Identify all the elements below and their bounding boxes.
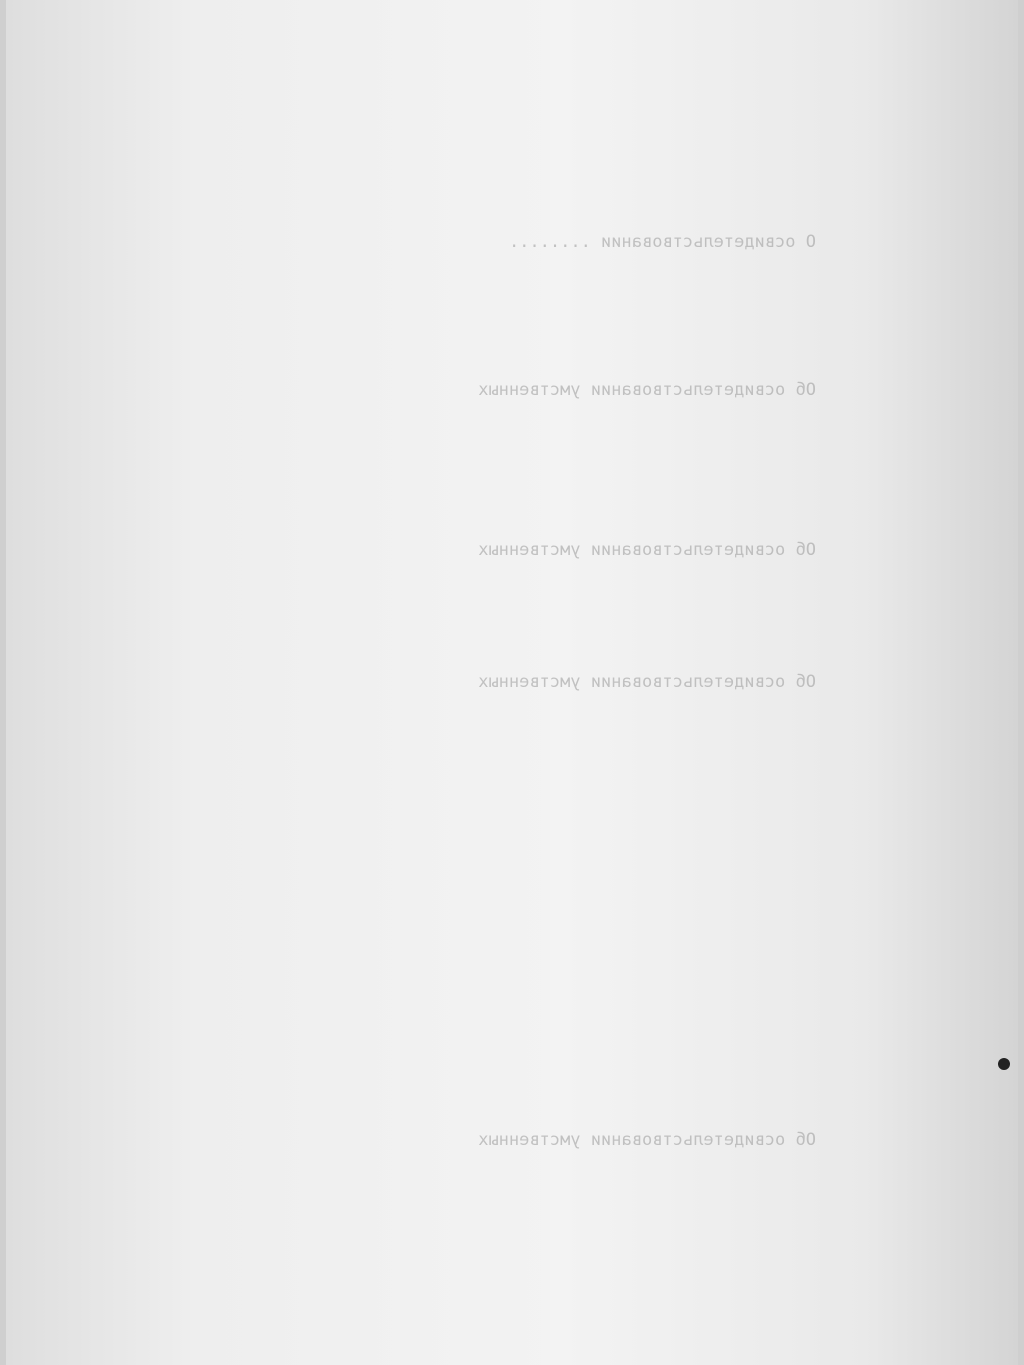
archive-inventory-page: [6, 0, 1018, 1365]
bleed-through-text: Об освидетельствовании умственных: [478, 1130, 816, 1150]
bleed-through-text: Об освидетельствовании умственных: [478, 380, 816, 400]
bleed-through-text: О освидетельствовании ........: [508, 232, 816, 252]
binder-hole: [998, 1058, 1010, 1070]
bleed-through-text: Об освидетельствовании умственных: [478, 672, 816, 692]
bleed-through-text: Об освидетельствовании умственных: [478, 540, 816, 560]
header-col-sheets: [842, 0, 898, 38]
